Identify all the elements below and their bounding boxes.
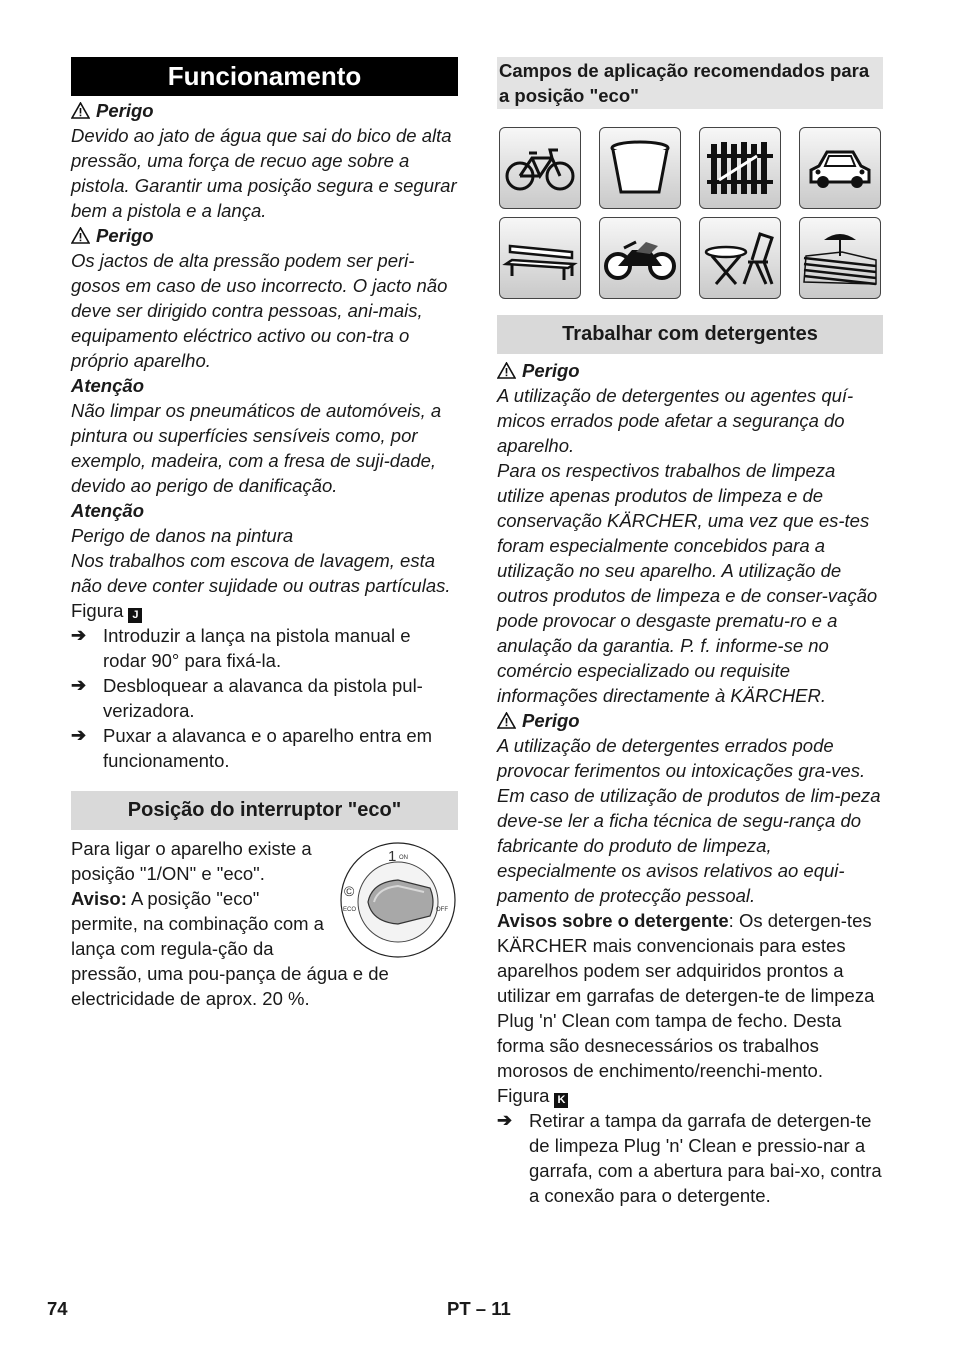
warning-triangle-icon	[497, 362, 516, 379]
right-column	[497, 57, 883, 1208]
note-text: A posição "eco" permite, na combinação com a lança com regula-ção da pressão, uma pou-pança de água e de electricidade de aprox. 20 %.	[71, 888, 389, 1009]
warning-heading	[71, 98, 458, 123]
figure-label: Figura	[71, 600, 124, 621]
fence-icon	[699, 127, 781, 209]
step-text: Retirar a tampa da garrafa de detergen-te de limpeza Plug 'n' Clean e pressio-nar a garrafa, com a abertura para bai-xo, contra a conexão para o detergente.	[529, 1110, 882, 1206]
step-text: Desbloquear a alavanca da pistola pul-verizadora.	[103, 675, 423, 721]
arrow-right-icon: ➔	[497, 1110, 513, 1130]
arrow-right-icon: ➔	[71, 675, 87, 695]
arrow-right-icon: ➔	[71, 625, 87, 645]
attention-text: Nos trabalhos com escova de lavagem, esta não deve conter sujidade ou outras partículas.	[71, 550, 451, 596]
step-item	[71, 673, 458, 723]
section-code: PT	[447, 1298, 471, 1319]
warning-text: Para os respectivos trabalhos de limpeza utilize apenas produtos de limpeza e de conservação KÄRCHER, uma vez que es-tes foram especialmente concebidos para a utilização no seu aparelho. A utilização de outros produtos de limpeza e de conser-vação pode provocar o desgaste prematu-ro e a anulação da garantia. P. f. informe-se no comércio especializado ou requisite informações directamente à KÄRCHER.	[497, 460, 878, 706]
detergent-notes-label: Avisos sobre o detergente	[497, 910, 729, 931]
application-icons-grid	[499, 127, 883, 299]
warning-label: Perigo	[522, 360, 580, 381]
warning-triangle-icon	[71, 102, 90, 119]
figure-reference	[497, 1083, 883, 1108]
flower-pot-icon	[599, 127, 681, 209]
eco-section-body	[71, 836, 458, 1011]
page-number: 74	[47, 1298, 68, 1319]
warning-text: A utilização de detergentes errados pode provocar ferimentos ou intoxicações gra-ves.	[497, 735, 866, 781]
step-item	[497, 1108, 883, 1208]
detergent-notes	[497, 908, 883, 1083]
section-dash: –	[475, 1298, 487, 1319]
warning-triangle-icon	[71, 227, 90, 244]
warning-text: Devido ao jato de água que sai do bico de alta pressão, uma força de recuo age sobre a pistola. Garantir uma posição segura e segurar bem a pistola e a lança.	[71, 125, 457, 221]
figure-badge: J	[128, 608, 142, 623]
dial-on-label: ON	[399, 855, 408, 861]
warning-heading	[71, 223, 458, 248]
warning-text: A utilização de detergentes ou agentes quí-micos errados pode afetar a segurança do aparelho.	[497, 385, 854, 456]
note-label: Aviso:	[71, 888, 127, 909]
warning-label: Perigo	[96, 225, 154, 246]
figure-reference	[71, 598, 458, 623]
attention-text: Perigo de danos na pintura	[71, 525, 294, 546]
bicycle-icon	[499, 127, 581, 209]
section-page-number: 11	[491, 1298, 511, 1319]
warning-heading	[497, 358, 883, 383]
warning-triangle-icon	[497, 712, 516, 729]
bench-icon	[499, 217, 581, 299]
section-title-funcionamento: Funcionamento	[71, 57, 458, 96]
warning-label: Perigo	[96, 100, 154, 121]
warning-text: Em caso de utilização de produtos de lim-peza deve-se ler a ficha técnica de segu-rança do fabricante do produto de limpeza, especialmente os avisos relativos ao equi-pamento de protecção pessoal.	[497, 785, 881, 906]
dial-eco-symbol: ©	[344, 883, 355, 899]
warning-label: Perigo	[522, 710, 580, 731]
dial-on-number: 1	[388, 848, 397, 865]
left-column	[71, 57, 458, 1011]
motorcycle-icon	[599, 217, 681, 299]
warning-heading	[497, 708, 883, 733]
figure-badge: K	[554, 1093, 568, 1108]
section-page-label	[447, 1298, 511, 1320]
attention-label: Atenção	[71, 500, 144, 521]
step-item	[71, 723, 458, 773]
warning-text: Os jactos de alta pressão podem ser peri-gosos em caso de uso incorrecto. O jacto não deve ser dirigido contra pessoas, ani-mais, equipamento eléctrico activo ou con-tra o próprio aparelho.	[71, 250, 448, 371]
section-heading-eco-switch: Posição do interruptor "eco"	[71, 791, 458, 830]
section-heading-detergents: Trabalhar com detergentes	[497, 315, 883, 354]
attention-label: Atenção	[71, 375, 144, 396]
dial-off-label: OFF	[436, 907, 448, 913]
arrow-right-icon: ➔	[71, 725, 87, 745]
terrace-icon	[799, 217, 881, 299]
step-text: Puxar a alavanca e o aparelho entra em funcionamento.	[103, 725, 433, 771]
eco-intro-text: Para ligar o aparelho existe a posição "1/ON" e "eco".	[71, 838, 312, 884]
figure-label: Figura	[497, 1085, 550, 1106]
step-text: Introduzir a lança na pistola manual e rodar 90° para fixá-la.	[103, 625, 411, 671]
dial-eco-label: ECO	[343, 907, 357, 913]
step-item	[71, 623, 458, 673]
section-heading-eco-applications: Campos de aplicação recomendados para a posição "eco"	[497, 57, 883, 109]
detergent-notes-text: : Os detergen-tes KÄRCHER mais convencionais para estes aparelhos podem ser adquiridos prontos a utilizar em garrafas de detergen-te de limpeza Plug 'n' Clean com tampa de fecho. Desta forma são desnecessários os trabalhos morosos de enchimento/reenchi-mento.	[497, 910, 875, 1081]
garden-furniture-icon	[699, 217, 781, 299]
eco-dial-illustration	[338, 840, 458, 960]
car-icon	[799, 127, 881, 209]
attention-text: Não limpar os pneumáticos de automóveis, a pintura ou superfícies sensíveis como, por exemplo, madeira, com a fresa de suji-dade, devido ao perigo de danificação.	[71, 400, 442, 496]
